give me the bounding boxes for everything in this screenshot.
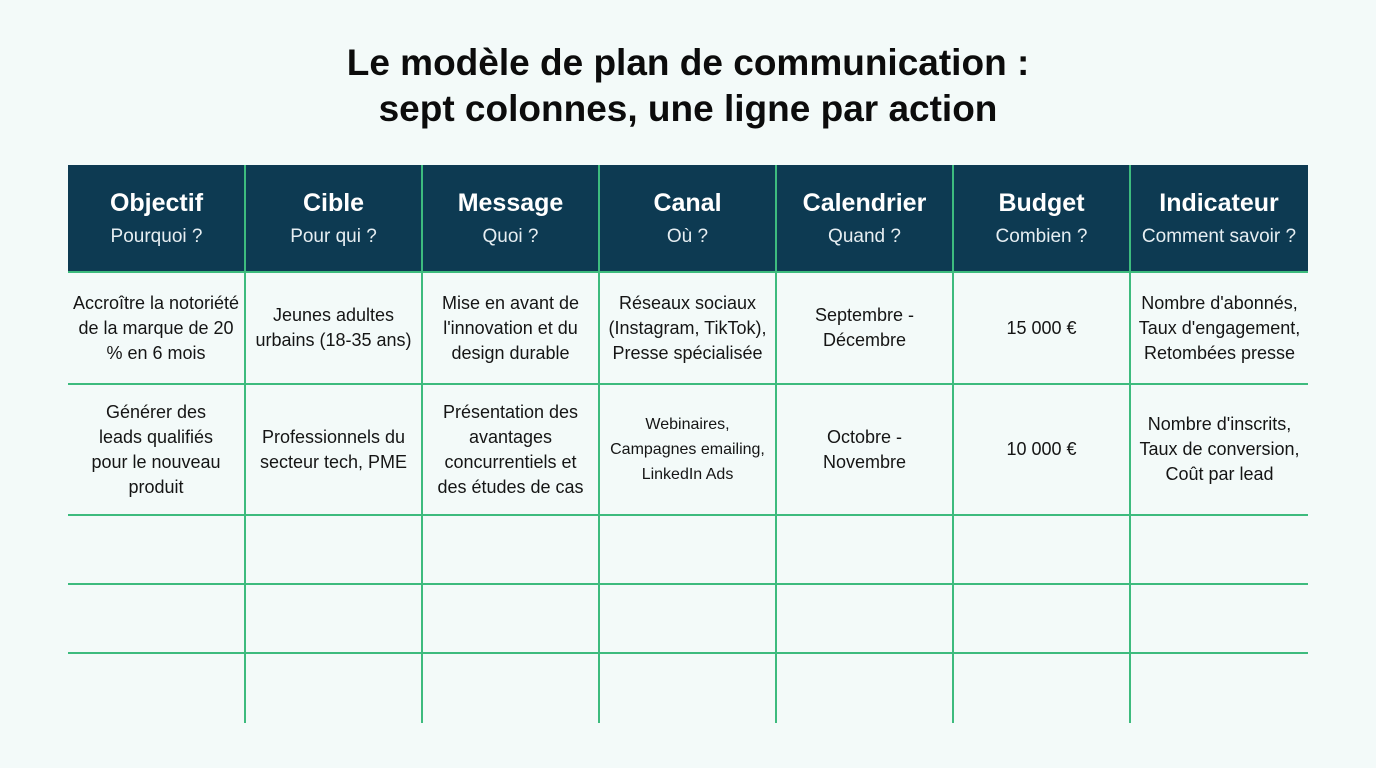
row-divider — [68, 514, 1308, 516]
cell-budget: 10 000 € — [1006, 439, 1077, 459]
page-title — [0, 40, 1376, 132]
column-question: Pourquoi ? — [110, 226, 203, 247]
page-title-line-2: sept colonnes, une ligne par action — [378, 88, 998, 129]
cell-cible: Professionnels du secteur tech, PME — [259, 426, 408, 472]
column-name: Objectif — [109, 189, 204, 217]
page-title-line-1: Le modèle de plan de communication : — [346, 42, 1030, 83]
column-header-cible — [245, 165, 422, 272]
column-question: Combien ? — [995, 226, 1088, 247]
cell-message: Mise en avant de l'innovation et du design durable — [441, 292, 580, 363]
column-question: Comment savoir ? — [1141, 226, 1297, 247]
column-name: Calendrier — [802, 189, 927, 217]
column-question: Où ? — [666, 226, 709, 247]
column-header-message — [422, 165, 599, 272]
table-header — [68, 165, 1308, 272]
column-question: Quoi ? — [482, 226, 539, 247]
column-name: Cible — [302, 189, 365, 217]
column-name: Canal — [653, 189, 722, 217]
column-header-indicateur — [1130, 165, 1308, 272]
column-name: Indicateur — [1159, 189, 1279, 217]
cell-indicateur: Nombre d'abonnés, Taux d'engagement, Retombées presse — [1138, 292, 1301, 363]
cell-canal: Réseaux sociaux (Instagram, TikTok), Presse spécialisée — [608, 292, 767, 363]
column-header-budget — [953, 165, 1130, 272]
column-name: Budget — [998, 189, 1085, 217]
column-question: Quand ? — [828, 226, 901, 247]
column-header-objectif — [68, 165, 245, 272]
cell-objectif: Générer des leads qualifiés pour le nouveau produit — [91, 401, 221, 497]
communication-plan-table — [68, 165, 1308, 723]
row-divider — [68, 583, 1308, 585]
column-question: Pour qui ? — [290, 226, 377, 247]
cell-objectif: Accroître la notoriété de la marque de 20 % en 6 mois — [72, 292, 240, 363]
cell-message: Présentation des avantages concurrentiels et des études de cas — [437, 401, 584, 497]
cell-cible: Jeunes adultes urbains (18-35 ans) — [255, 305, 412, 350]
cell-budget: 15 000 € — [1006, 317, 1077, 338]
row-divider — [68, 652, 1308, 654]
cell-canal: Webinaires, Campagnes emailing, LinkedIn Ads — [610, 416, 765, 483]
cell-calendrier: Septembre - Décembre — [814, 305, 915, 350]
column-header-calendrier — [776, 165, 953, 272]
column-name: Message — [457, 189, 564, 217]
cell-indicateur: Nombre d'inscrits, Taux de conversion, Coût par lead — [1139, 414, 1300, 484]
column-header-canal — [599, 165, 776, 272]
cell-calendrier: Octobre - Novembre — [822, 426, 907, 472]
